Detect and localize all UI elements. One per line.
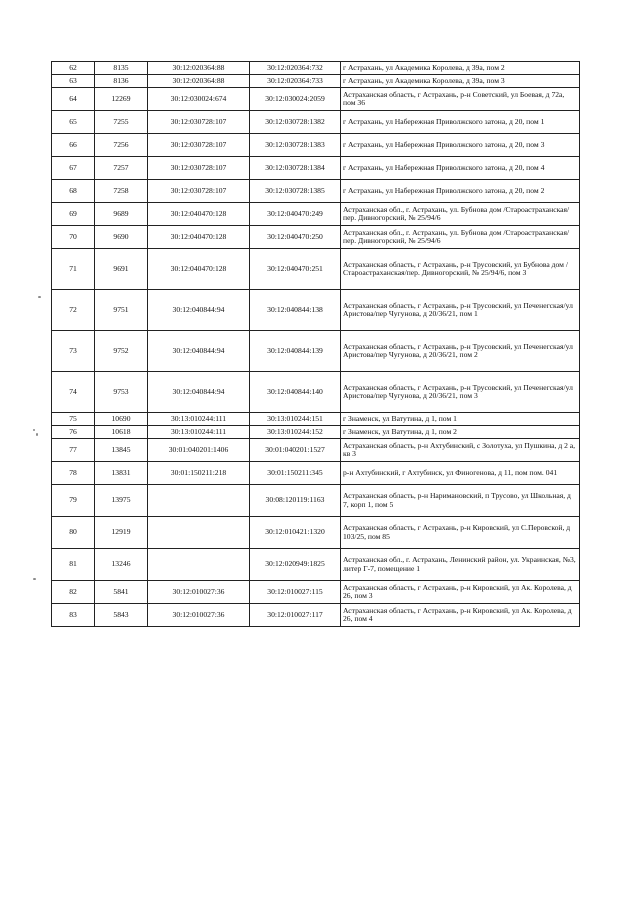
row-number-cell: 71 (52, 249, 95, 290)
cadastral-number-cell: 30:01:040201:1527 (250, 439, 341, 462)
table-row (52, 372, 580, 413)
cadastral-number-cell: 30:08:120119:1163 (250, 485, 341, 517)
address-cell: Астраханская область, г Астрахань, р-н Трусовский, ул Бубнова дом /Староастраханская/пер. Дивногорский, № 25/94/6, пом 3 (341, 249, 580, 290)
row-number-cell: 79 (52, 485, 95, 517)
address-cell: Астраханская область, г Астрахань, р-н Кировский, ул Ак. Королева, д 26, пом 4 (341, 604, 580, 627)
table-row (52, 134, 580, 157)
cadastral-number-cell: 30:12:030728:1385 (250, 180, 341, 203)
table-row (52, 439, 580, 462)
row-number-cell: 81 (52, 549, 95, 581)
parent-cadastral-number-cell: 30:12:040844:94 (148, 372, 250, 413)
table-row (52, 180, 580, 203)
object-id-cell: 13975 (95, 485, 148, 517)
object-id-cell: 9752 (95, 331, 148, 372)
row-number-cell: 77 (52, 439, 95, 462)
object-id-cell: 13831 (95, 462, 148, 485)
property-register-table (51, 61, 580, 627)
cadastral-number-cell: 30:13:010244:152 (250, 426, 341, 439)
row-number-cell: 65 (52, 111, 95, 134)
parent-cadastral-number-cell: 30:01:040201:1406 (148, 439, 250, 462)
table-row (52, 413, 580, 426)
row-number-cell: 75 (52, 413, 95, 426)
address-cell: г Астрахань, ул Набережная Приволжского затона, д 20, пом 1 (341, 111, 580, 134)
cadastral-number-cell: 30:12:010421:1320 (250, 517, 341, 549)
object-id-cell: 9751 (95, 290, 148, 331)
cadastral-number-cell: 30:12:040844:139 (250, 331, 341, 372)
address-cell: Астраханская область, г Астрахань, р-н Советский, ул Боевая, д 72а, пом 36 (341, 88, 580, 111)
address-cell: р-н Ахтубинский, г Ахтубинск, ул Финогенова, д 11, пом пом. 041 (341, 462, 580, 485)
row-number-cell: 62 (52, 62, 95, 75)
object-id-cell: 9691 (95, 249, 148, 290)
object-id-cell: 5843 (95, 604, 148, 627)
cadastral-number-cell: 30:12:020949:1825 (250, 549, 341, 581)
object-id-cell: 12919 (95, 517, 148, 549)
cadastral-number-cell: 30:12:020364:732 (250, 62, 341, 75)
row-number-cell: 64 (52, 88, 95, 111)
address-cell: Астраханская область, г Астрахань, р-н Трусовский, ул Печенегская/ул Аристова/пер Чугунова, д 20/36/21, пом 2 (341, 331, 580, 372)
table-row (52, 62, 580, 75)
row-number-cell: 83 (52, 604, 95, 627)
parent-cadastral-number-cell: 30:12:010027:36 (148, 581, 250, 604)
parent-cadastral-number-cell (148, 485, 250, 517)
object-id-cell: 7255 (95, 111, 148, 134)
cadastral-number-cell: 30:12:020364:733 (250, 75, 341, 88)
address-cell: г Знаменск, ул Ватутина, д 1, пом 2 (341, 426, 580, 439)
address-cell: г Астрахань, ул Набережная Приволжского затона, д 20, пом 2 (341, 180, 580, 203)
cadastral-number-cell: 30:12:030728:1384 (250, 157, 341, 180)
scan-speck (33, 578, 36, 580)
table-row (52, 111, 580, 134)
table-row (52, 485, 580, 517)
cadastral-number-cell: 30:12:010027:115 (250, 581, 341, 604)
object-id-cell: 13246 (95, 549, 148, 581)
parent-cadastral-number-cell: 30:12:040470:128 (148, 203, 250, 226)
parent-cadastral-number-cell (148, 517, 250, 549)
row-number-cell: 73 (52, 331, 95, 372)
object-id-cell: 10618 (95, 426, 148, 439)
address-cell: г Астрахань, ул Набережная Приволжского затона, д 20, пом 4 (341, 157, 580, 180)
object-id-cell: 5841 (95, 581, 148, 604)
cadastral-number-cell: 30:12:040470:251 (250, 249, 341, 290)
object-id-cell: 7256 (95, 134, 148, 157)
row-number-cell: 70 (52, 226, 95, 249)
address-cell: Астраханская область, р-н Наримановский, п Трусово, ул Школьная, д 7, корп 1, пом 5 (341, 485, 580, 517)
table-row (52, 203, 580, 226)
address-cell: г Астрахань, ул Набережная Приволжского затона, д 20, пом 3 (341, 134, 580, 157)
row-number-cell: 80 (52, 517, 95, 549)
parent-cadastral-number-cell: 30:12:030728:107 (148, 111, 250, 134)
address-cell: Астраханская обл., г. Астрахань, Ленинский район, ул. Украинская, №3, литер Г-7, помещение 1 (341, 549, 580, 581)
cadastral-number-cell: 30:12:030728:1382 (250, 111, 341, 134)
address-cell: Астраханская область, г Астрахань, р-н Кировский, ул Ак. Королева, д 26, пом 3 (341, 581, 580, 604)
table-row (52, 462, 580, 485)
parent-cadastral-number-cell: 30:12:030728:107 (148, 134, 250, 157)
table-row (52, 88, 580, 111)
cadastral-number-cell: 30:12:010027:117 (250, 604, 341, 627)
scan-speck (36, 433, 38, 436)
parent-cadastral-number-cell: 30:12:010027:36 (148, 604, 250, 627)
object-id-cell: 7257 (95, 157, 148, 180)
address-cell: г Астрахань, ул Академика Королева, д 39а, пом 2 (341, 62, 580, 75)
table-row (52, 517, 580, 549)
row-number-cell: 74 (52, 372, 95, 413)
parent-cadastral-number-cell: 30:01:150211:218 (148, 462, 250, 485)
object-id-cell: 7258 (95, 180, 148, 203)
cadastral-number-cell: 30:01:150211:345 (250, 462, 341, 485)
table-row (52, 157, 580, 180)
table-row (52, 604, 580, 627)
cadastral-number-cell: 30:12:040844:140 (250, 372, 341, 413)
object-id-cell: 8136 (95, 75, 148, 88)
cadastral-number-cell: 30:12:040470:249 (250, 203, 341, 226)
scan-speck (38, 296, 41, 298)
parent-cadastral-number-cell: 30:12:020364:88 (148, 75, 250, 88)
address-cell: Астраханская область, г Астрахань, р-н Трусовский, ул Печенегская/ул Аристова/пер Чугунова, д 20/36/21, пом 1 (341, 290, 580, 331)
address-cell: Астраханская область, г Астрахань, р-н Трусовский, ул Печенегская/ул Аристова/пер Чугунова, д 20/36/21, пом 3 (341, 372, 580, 413)
object-id-cell: 13845 (95, 439, 148, 462)
row-number-cell: 69 (52, 203, 95, 226)
row-number-cell: 78 (52, 462, 95, 485)
object-id-cell: 10690 (95, 413, 148, 426)
parent-cadastral-number-cell: 30:12:040470:128 (148, 226, 250, 249)
address-cell: Астраханская область, г Астрахань, р-н Кировский, ул С.Перовской, д 103/25, пом 85 (341, 517, 580, 549)
table-body (52, 62, 580, 627)
address-cell: Астраханская обл., г. Астрахань, ул. Бубнова дом /Староастраханская/пер. Дивногорский, № 25/94/6 (341, 203, 580, 226)
address-cell: г Знаменск, ул Ватутина, д 1, пом 1 (341, 413, 580, 426)
object-id-cell: 9753 (95, 372, 148, 413)
cadastral-number-cell: 30:12:040470:250 (250, 226, 341, 249)
address-cell: г Астрахань, ул Академика Королева, д 39а, пом 3 (341, 75, 580, 88)
row-number-cell: 66 (52, 134, 95, 157)
table-row (52, 331, 580, 372)
object-id-cell: 9690 (95, 226, 148, 249)
parent-cadastral-number-cell: 30:13:010244:111 (148, 413, 250, 426)
row-number-cell: 67 (52, 157, 95, 180)
register-sheet (51, 61, 579, 627)
table-row (52, 75, 580, 88)
parent-cadastral-number-cell: 30:12:030728:107 (148, 157, 250, 180)
parent-cadastral-number-cell (148, 549, 250, 581)
parent-cadastral-number-cell: 30:12:030024:674 (148, 88, 250, 111)
row-number-cell: 76 (52, 426, 95, 439)
address-cell: Астраханская область, р-н Ахтубинский, с Золотуха, ул Пушкина, д 2 а, кв 3 (341, 439, 580, 462)
table-row (52, 549, 580, 581)
parent-cadastral-number-cell: 30:12:040844:94 (148, 290, 250, 331)
parent-cadastral-number-cell: 30:12:040844:94 (148, 331, 250, 372)
table-row (52, 426, 580, 439)
table-row (52, 290, 580, 331)
row-number-cell: 63 (52, 75, 95, 88)
cadastral-number-cell: 30:13:010244:151 (250, 413, 341, 426)
cadastral-number-cell: 30:12:030728:1383 (250, 134, 341, 157)
row-number-cell: 72 (52, 290, 95, 331)
object-id-cell: 12269 (95, 88, 148, 111)
row-number-cell: 68 (52, 180, 95, 203)
object-id-cell: 9689 (95, 203, 148, 226)
parent-cadastral-number-cell: 30:13:010244:111 (148, 426, 250, 439)
address-cell: Астраханская обл., г. Астрахань, ул. Бубнова дом /Староастраханская/пер. Дивногорский, № 25/94/6 (341, 226, 580, 249)
table-row (52, 226, 580, 249)
table-row (52, 581, 580, 604)
row-number-cell: 82 (52, 581, 95, 604)
cadastral-number-cell: 30:12:030024:2059 (250, 88, 341, 111)
parent-cadastral-number-cell: 30:12:030728:107 (148, 180, 250, 203)
object-id-cell: 8135 (95, 62, 148, 75)
table-row (52, 249, 580, 290)
parent-cadastral-number-cell: 30:12:020364:88 (148, 62, 250, 75)
cadastral-number-cell: 30:12:040844:138 (250, 290, 341, 331)
scan-speck (33, 429, 35, 431)
parent-cadastral-number-cell: 30:12:040470:128 (148, 249, 250, 290)
